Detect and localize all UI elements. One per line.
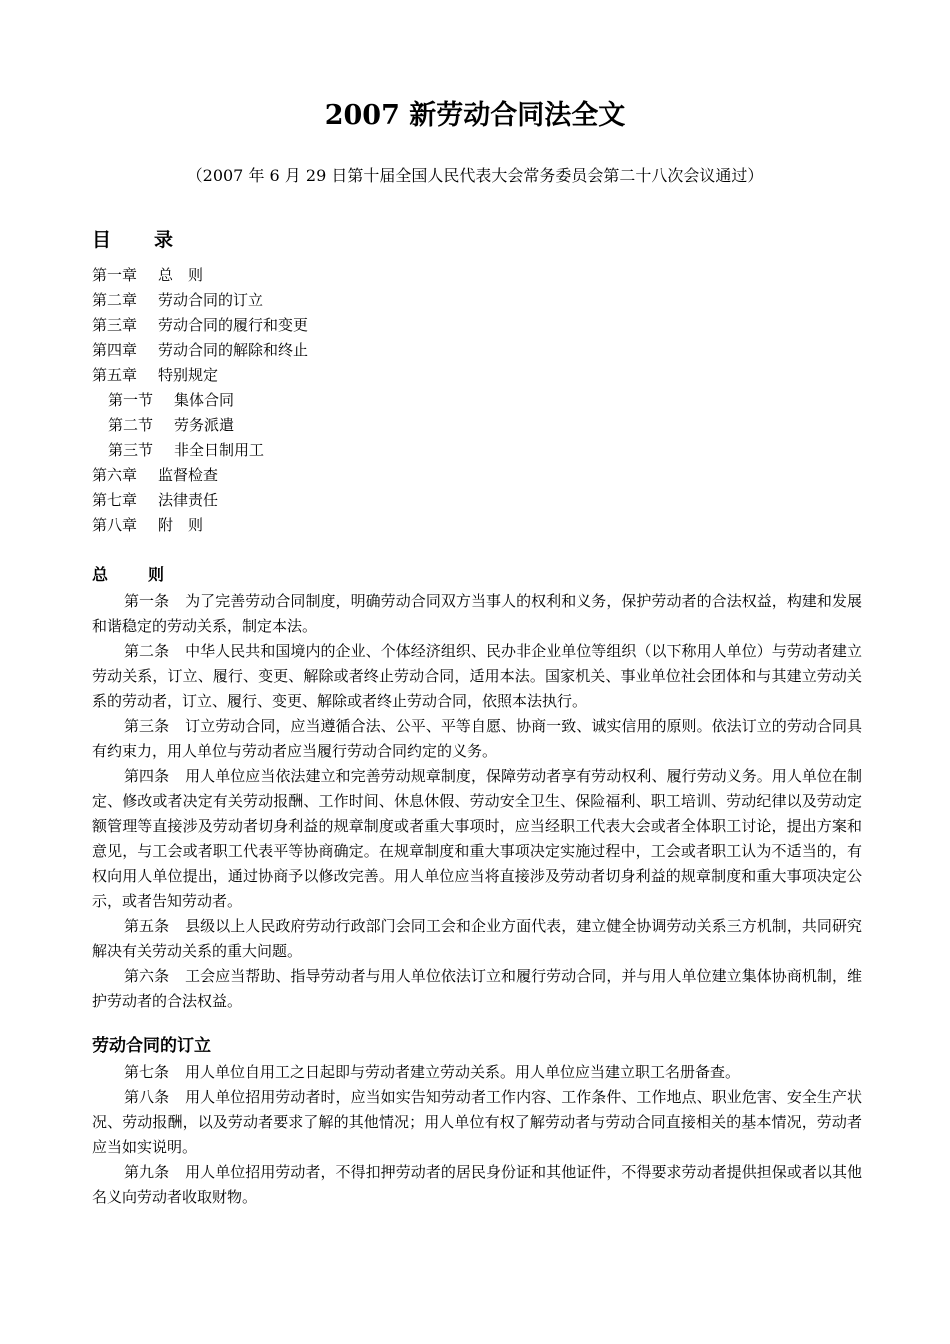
- article-number: 第八条: [124, 1088, 170, 1106]
- toc-item-label: 法律责任: [158, 491, 219, 509]
- toc-item-number: 第二章: [92, 291, 138, 309]
- toc-subitem: [92, 388, 308, 413]
- toc-item-label: 非全日制用工: [174, 441, 265, 459]
- toc-item-number: 第一章: [92, 266, 138, 284]
- article-text: 为了完善劳动合同制度，明确劳动合同双方当事人的权利和义务，保护劳动者的合法权益，构建和发展和谐稳定的劳动关系，制定本法。: [92, 592, 862, 635]
- section-heading-general-provisions: 总 则: [92, 565, 177, 584]
- toc-item-label: 集体合同: [174, 391, 235, 409]
- toc-item: [92, 488, 308, 513]
- document-title: 2007 新劳动合同法全文: [324, 100, 626, 131]
- section-heading-contract-formation: 劳动合同的订立: [92, 1036, 211, 1056]
- article-number: 第四条: [124, 767, 170, 785]
- toc-item-label: 监督检查: [158, 466, 219, 484]
- section-body-contract-formation: [92, 1060, 862, 1210]
- article-text: 县级以上人民政府劳动行政部门会同工会和企业方面代表，建立健全协调劳动关系三方机制，共同研究解决有关劳动关系的重大问题。: [92, 917, 862, 960]
- article-paragraph: [92, 764, 862, 914]
- toc-item-number: 第三节: [108, 441, 154, 459]
- document-subtitle: （2007 年 6 月 29 日第十届全国人民代表大会常务委员会第二十八次会议通过）: [186, 166, 764, 185]
- article-paragraph: [92, 914, 862, 964]
- toc-item-number: 第一节: [108, 391, 154, 409]
- toc-subitem: [92, 413, 308, 438]
- toc-item-label: 特别规定: [158, 366, 219, 384]
- article-text: 中华人民共和国境内的企业、个体经济组织、民办非企业单位等组织（以下称用人单位）与劳动者建立劳动关系，订立、履行、变更、解除或者终止劳动合同，适用本法。国家机关、事业单位社会团体和与其建立劳动关系的劳动者，订立、履行、变更、解除或者终止劳动合同，依照本法执行。: [92, 642, 862, 710]
- toc-item: [92, 463, 308, 488]
- toc-subitem: [92, 438, 308, 463]
- article-text: 用人单位自用工之日起即与劳动者建立劳动关系。用人单位应当建立职工名册备查。: [185, 1063, 741, 1081]
- article-number: 第一条: [124, 592, 170, 610]
- article-number: 第五条: [124, 917, 170, 935]
- toc-item-number: 第八章: [92, 516, 138, 534]
- toc-item-number: 第三章: [92, 316, 138, 334]
- toc-item-label: 劳务派遣: [174, 416, 235, 434]
- article-number: 第七条: [124, 1063, 170, 1081]
- toc-item-number: 第二节: [108, 416, 154, 434]
- article-number: 第三条: [124, 717, 170, 735]
- toc-heading: 目 录: [92, 229, 186, 251]
- article-paragraph: [92, 1060, 862, 1085]
- article-paragraph: [92, 1085, 862, 1160]
- article-number: 第九条: [124, 1163, 170, 1181]
- toc-item-number: 第七章: [92, 491, 138, 509]
- toc-item: [92, 313, 308, 338]
- article-text: 用人单位招用劳动者时，应当如实告知劳动者工作内容、工作条件、工作地点、职业危害、安全生产状况、劳动报酬，以及劳动者要求了解的其他情况；用人单位有权了解劳动者与劳动合同直接相关的基本情况，劳动者应当如实说明。: [92, 1088, 862, 1156]
- toc-item-label: 附 则: [158, 516, 204, 534]
- toc-item-label: 劳动合同的订立: [158, 291, 264, 309]
- toc-item-number: 第五章: [92, 366, 138, 384]
- toc-item-label: 劳动合同的履行和变更: [158, 316, 309, 334]
- article-text: 工会应当帮助、指导劳动者与用人单位依法订立和履行劳动合同，并与用人单位建立集体协商机制，维护劳动者的合法权益。: [92, 967, 862, 1010]
- article-number: 第二条: [124, 642, 170, 660]
- toc-item: [92, 263, 308, 288]
- article-text: 订立劳动合同，应当遵循合法、公平、平等自愿、协商一致、诚实信用的原则。依法订立的劳动合同具有约束力，用人单位与劳动者应当履行劳动合同约定的义务。: [92, 717, 862, 760]
- article-paragraph: [92, 714, 862, 764]
- article-paragraph: [92, 964, 862, 1014]
- article-number: 第六条: [124, 967, 170, 985]
- section-body-general-provisions: [92, 589, 862, 1014]
- toc-item-label: 劳动合同的解除和终止: [158, 341, 309, 359]
- toc-item: [92, 513, 308, 538]
- toc-item-number: 第六章: [92, 466, 138, 484]
- toc-item-label: 总 则: [158, 266, 204, 284]
- toc-item: [92, 338, 308, 363]
- article-paragraph: [92, 589, 862, 639]
- article-text: 用人单位招用劳动者，不得扣押劳动者的居民身份证和其他证件，不得要求劳动者提供担保或者以其他名义向劳动者收取财物。: [92, 1163, 862, 1206]
- article-paragraph: [92, 1160, 862, 1210]
- toc-item: [92, 363, 308, 388]
- article-paragraph: [92, 639, 862, 714]
- table-of-contents: [92, 263, 308, 538]
- toc-item-number: 第四章: [92, 341, 138, 359]
- toc-item: [92, 288, 308, 313]
- article-text: 用人单位应当依法建立和完善劳动规章制度，保障劳动者享有劳动权利、履行劳动义务。用人单位在制定、修改或者决定有关劳动报酬、工作时间、休息休假、劳动安全卫生、保险福利、职工培训、劳动纪律以及劳动定额管理等直接涉及劳动者切身利益的规章制度或者重大事项时，应当经职工代表大会或者全体职工讨论，提出方案和意见，与工会或者职工代表平等协商确定。在规章制度和重大事项决定实施过程中，工会或者职工认为不适当的，有权向用人单位提出，通过协商予以修改完善。用人单位应当将直接涉及劳动者切身利益的规章制度和重大事项决定公示，或者告知劳动者。: [92, 767, 862, 910]
